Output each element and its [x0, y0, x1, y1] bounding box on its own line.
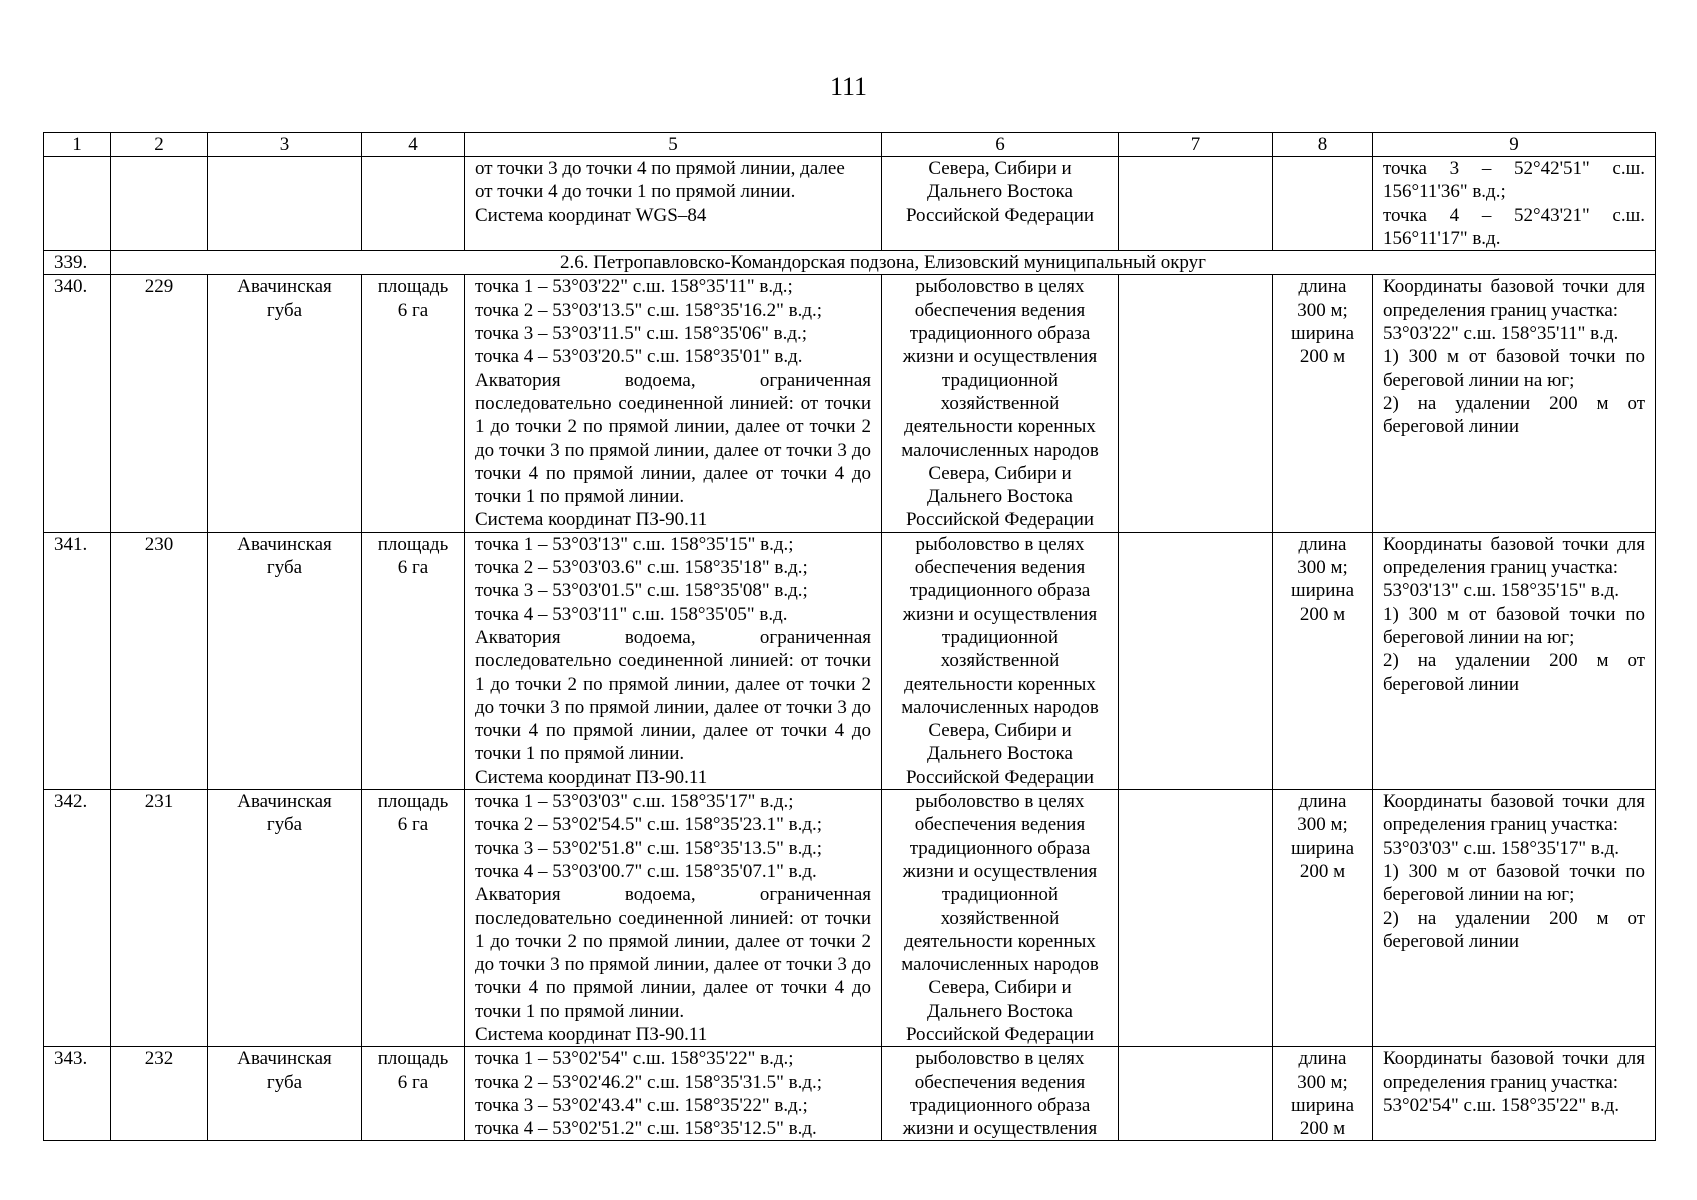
table-row [44, 275, 1656, 532]
boundary-description: Акватория водоема, ограниченная последовательно соединенной линией: от точки 1 до точки 2 по прямой линии, далее от точки 2 до точки 3 по прямой линии, далее от точки 3 до точки 4 по прямой линии, далее от точки 4 до точки 1 по прямой линии. [475, 369, 871, 508]
col7-cell [1119, 532, 1273, 789]
section-row [44, 251, 1656, 275]
text-line: 1) 300 м от базовой точки по береговой линии на юг; [1383, 860, 1645, 906]
site-number: 231 [111, 790, 208, 1047]
text-line: Дальнего Востока [927, 743, 1073, 765]
size-cell [1273, 532, 1373, 789]
text-line: малочисленных народов [901, 439, 1099, 461]
continuation-base-cell [1373, 157, 1656, 251]
text-line: 200 м [1299, 860, 1346, 882]
area-cell: площадь 6 га [362, 532, 465, 789]
text-line: точка 1 – 53°03'22" с.ш. 158°35'11" в.д.; [475, 276, 793, 298]
text-line: обеспечения ведения [914, 299, 1086, 321]
text-line: Российской Федерации [905, 1023, 1095, 1045]
boundary-cell [465, 532, 882, 789]
text-line: жизни и осуществления [902, 346, 1098, 368]
purpose-cell [882, 532, 1119, 789]
base-point-cell [1373, 275, 1656, 532]
text-line: 53°03'03" с.ш. 158°35'17" в.д. [1383, 837, 1620, 859]
text-line: ширина [1290, 1094, 1355, 1116]
empty-cell [44, 157, 111, 251]
text-line: точка 4 – 53°03'20.5" с.ш. 158°35'01" в.д. [475, 346, 803, 368]
empty-cell [111, 157, 208, 251]
text-line: ширина [1290, 580, 1355, 602]
text-line: малочисленных народов [901, 696, 1099, 718]
row-number: 343. [44, 1047, 111, 1141]
text-line: точка 4 – 52°43'21" с.ш. [1383, 204, 1645, 226]
base-intro: Координаты базовой точки для определения границ участка: [1383, 533, 1645, 579]
text-line: 300 м; [1297, 299, 1348, 321]
boundary-cell [465, 275, 882, 532]
text-line: Севера, Сибири и [928, 720, 1072, 742]
base-point-cell [1373, 790, 1656, 1047]
text-line: традиционной [941, 884, 1059, 906]
text-line: Система координат WGS–84 [475, 204, 707, 226]
header-row [44, 133, 1656, 157]
text-line: 1) 300 м от базовой точки по береговой линии на юг; [1383, 346, 1645, 391]
text-line: точка 2 – 53°02'54.5" с.ш. 158°35'23.1" в.д.; [475, 814, 823, 836]
site-number: 232 [111, 1047, 208, 1141]
empty-cell [1273, 157, 1373, 251]
text-line: деятельности коренных [904, 930, 1096, 952]
text-line: от точки 4 до точки 1 по прямой линии. [475, 181, 796, 203]
text-line: хозяйственной [940, 907, 1060, 929]
header-cell: 1 [44, 133, 111, 157]
text-line: точка 1 – 53°03'03" с.ш. 158°35'17" в.д.; [475, 791, 794, 813]
header-cell: 7 [1119, 133, 1273, 157]
text-line: традиционного образа [909, 580, 1091, 602]
text-line: 300 м; [1297, 814, 1348, 836]
empty-cell [1119, 157, 1273, 251]
text-line: 300 м; [1297, 557, 1348, 579]
row-number: 340. [44, 275, 111, 532]
text-line: длина [1298, 276, 1347, 298]
page-number: 111 [829, 72, 868, 101]
continuation-purpose-cell [882, 157, 1119, 251]
text-line: жизни и осуществления [902, 603, 1098, 625]
text-line: традиционной [941, 369, 1059, 391]
col7-cell [1119, 1047, 1273, 1141]
text-line: обеспечения ведения [914, 557, 1086, 579]
empty-cell [208, 157, 362, 251]
text-line: жизни и осуществления [902, 1118, 1098, 1140]
location-cell: Авачинская губа [208, 790, 362, 1047]
area-cell: площадь 6 га [362, 1047, 465, 1141]
table-row [44, 790, 1656, 1047]
text-line: хозяйственной [940, 392, 1060, 414]
text-line: рыболовство в целях [915, 791, 1085, 813]
size-cell [1273, 1047, 1373, 1141]
boundary-description: Акватория водоема, ограниченная последовательно соединенной линией: от точки 1 до точки 2 по прямой линии, далее от точки 2 до точки 3 по прямой линии, далее от точки 3 до точки 4 по прямой линии, далее от точки 4 до точки 1 по прямой линии. [475, 884, 871, 1022]
text-line: 2) на удалении 200 м от береговой линии [1383, 392, 1645, 438]
text-line: точка 2 – 53°03'13.5" с.ш. 158°35'16.2" в.д.; [475, 299, 823, 321]
text-line: точка 1 – 53°03'13" с.ш. 158°35'15" в.д.; [475, 533, 794, 555]
base-point-cell [1373, 532, 1656, 789]
text-line: Система координат ПЗ-90.11 [475, 1023, 708, 1045]
registry-table [43, 132, 1656, 1141]
continuation-row [44, 157, 1656, 251]
text-line: Система координат ПЗ-90.11 [475, 766, 708, 788]
location-cell: Авачинская губа [208, 532, 362, 789]
text-line: Российской Федерации [905, 204, 1095, 226]
text-line: Дальнего Востока [927, 1000, 1073, 1022]
text-line: традиционного образа [909, 837, 1091, 859]
text-line: Севера, Сибири и [928, 977, 1072, 999]
purpose-cell [882, 790, 1119, 1047]
text-line: точка 4 – 53°03'00.7" с.ш. 158°35'07.1" в.д. [475, 860, 817, 882]
text-line: обеспечения ведения [914, 814, 1086, 836]
boundary-description: Акватория водоема, ограниченная последовательно соединенной линией: от точки 1 до точки 2 по прямой линии, далее от точки 2 до точки 3 по прямой линии, далее от точки 3 до точки 4 по прямой линии, далее от точки 4 до точки 1 по прямой линии. [475, 626, 871, 765]
text-line: Дальнего Востока [927, 181, 1073, 203]
text-line: 300 м; [1297, 1071, 1348, 1093]
header-cell: 9 [1373, 133, 1656, 157]
table-row [44, 1047, 1656, 1141]
text-line: 156°11'17" в.д. [1383, 227, 1501, 249]
area-cell: площадь 6 га [362, 275, 465, 532]
text-line: Российской Федерации [905, 766, 1095, 788]
text-line: Система координат ПЗ-90.11 [475, 509, 708, 531]
empty-cell [362, 157, 465, 251]
purpose-cell [882, 1047, 1119, 1141]
base-intro: Координаты базовой точки для определения границ участка: [1383, 791, 1645, 836]
text-line: 2) на удалении 200 м от береговой линии [1383, 907, 1645, 952]
text-line: точка 2 – 53°03'03.6" с.ш. 158°35'18" в.д.; [475, 557, 808, 579]
base-point-cell [1373, 1047, 1656, 1141]
text-line: традиционной [941, 626, 1059, 648]
text-line: от точки 3 до точки 4 по прямой линии, далее [475, 158, 845, 179]
area-cell: площадь 6 га [362, 790, 465, 1047]
row-number: 341. [44, 532, 111, 789]
size-cell [1273, 275, 1373, 532]
text-line: длина [1298, 533, 1347, 555]
text-line: жизни и осуществления [902, 860, 1098, 882]
header-cell: 8 [1273, 133, 1373, 157]
text-line: обеспечения ведения [914, 1071, 1086, 1093]
row-number: 342. [44, 790, 111, 1047]
table-row [44, 532, 1656, 789]
base-intro: Координаты базовой точки для определения границ участка: [1383, 1048, 1645, 1093]
text-line: 53°02'54" с.ш. 158°35'22" в.д. [1383, 1094, 1620, 1116]
text-line: длина [1298, 1048, 1347, 1070]
text-line: точка 3 – 53°02'51.8" с.ш. 158°35'13.5" в.д.; [475, 837, 823, 859]
text-line: ширина [1290, 323, 1355, 345]
text-line: точка 2 – 53°02'46.2" с.ш. 158°35'31.5" в.д.; [475, 1071, 823, 1093]
header-cell: 5 [465, 133, 882, 157]
text-line: длина [1298, 791, 1347, 813]
text-line: точка 4 – 53°03'11" с.ш. 158°35'05" в.д. [475, 603, 788, 625]
text-line: Севера, Сибири и [928, 462, 1072, 484]
base-intro: Координаты базовой точки для определения границ участка: [1383, 276, 1645, 321]
header-cell: 3 [208, 133, 362, 157]
text-line: Дальнего Востока [927, 486, 1073, 508]
text-line: 200 м [1299, 1118, 1346, 1140]
text-line: точка 4 – 53°02'51.2" с.ш. 158°35'12.5" в.д. [475, 1118, 817, 1140]
size-cell [1273, 790, 1373, 1047]
text-line: 200 м [1299, 346, 1346, 368]
text-line: рыболовство в целях [915, 533, 1085, 555]
text-line: хозяйственной [940, 650, 1060, 672]
text-line: традиционного образа [909, 1094, 1091, 1116]
text-line: малочисленных народов [901, 954, 1099, 976]
text-line: рыболовство в целях [915, 1048, 1085, 1070]
text-line: деятельности коренных [904, 416, 1096, 438]
text-line: рыболовство в целях [915, 276, 1085, 298]
text-line: точка 3 – 53°02'43.4" с.ш. 158°35'22" в.д.; [475, 1094, 808, 1116]
header-cell: 2 [111, 133, 208, 157]
text-line: точка 3 – 52°42'51" с.ш. [1383, 158, 1645, 179]
header-cell: 6 [882, 133, 1119, 157]
header-cell: 4 [362, 133, 465, 157]
site-number: 229 [111, 275, 208, 532]
text-line: точка 3 – 53°03'11.5" с.ш. 158°35'06" в.д.; [475, 323, 808, 345]
text-line: Российской Федерации [905, 509, 1095, 531]
text-line: деятельности коренных [904, 673, 1096, 695]
col7-cell [1119, 790, 1273, 1047]
boundary-cell [465, 1047, 882, 1141]
text-line: точка 3 – 53°03'01.5" с.ш. 158°35'08" в.д.; [475, 580, 808, 602]
text-line: Севера, Сибири и [928, 158, 1072, 179]
continuation-boundary-cell [465, 157, 882, 251]
text-line: 156°11'36" в.д.; [1383, 181, 1506, 203]
text-line: 53°03'13" с.ш. 158°35'15" в.д. [1383, 580, 1620, 602]
text-line: точка 1 – 53°02'54" с.ш. 158°35'22" в.д.; [475, 1048, 794, 1070]
boundary-cell [465, 790, 882, 1047]
purpose-cell [882, 275, 1119, 532]
section-number: 339. [44, 251, 111, 275]
text-line: 2) на удалении 200 м от береговой линии [1383, 650, 1645, 695]
text-line: 53°03'22" с.ш. 158°35'11" в.д. [1383, 323, 1619, 345]
section-title: 2.6. Петропавловско-Командорская подзона, Елизовский муниципальный округ [111, 251, 1656, 275]
text-line: традиционного образа [909, 323, 1091, 345]
location-cell: Авачинская губа [208, 275, 362, 532]
text-line: 1) 300 м от базовой точки по береговой линии на юг; [1383, 603, 1645, 648]
col7-cell [1119, 275, 1273, 532]
text-line: 200 м [1299, 603, 1346, 625]
location-cell: Авачинская губа [208, 1047, 362, 1141]
text-line: ширина [1290, 837, 1355, 859]
site-number: 230 [111, 532, 208, 789]
